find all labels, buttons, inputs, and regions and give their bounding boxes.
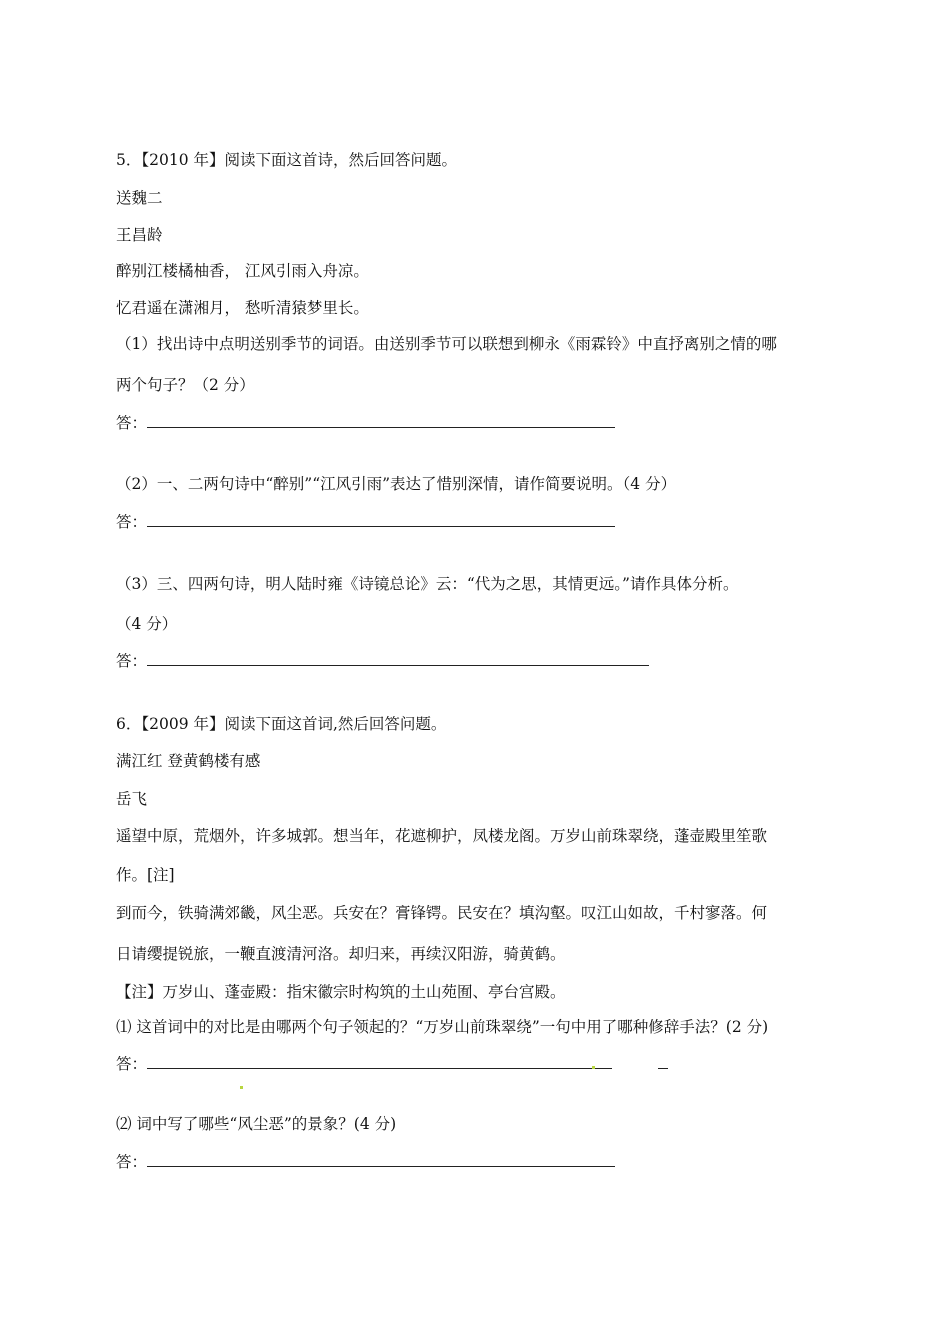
q5-subquestion-3: （3）三、四两句诗，明人陆时雍《诗镜总论》云：“代为之思，其情更远。”请作具体分析。 xyxy=(116,575,739,593)
q5-answer-3 xyxy=(116,651,649,671)
q5-answer-1 xyxy=(116,413,615,433)
answer-blank[interactable] xyxy=(147,1152,615,1167)
q5-poem-title: 送魏二 xyxy=(116,189,163,207)
q6-poem-title: 满江红 登黄鹤楼有感 xyxy=(116,752,261,770)
q6-answer-1 xyxy=(116,1054,668,1074)
q5-author: 王昌龄 xyxy=(116,226,163,244)
answer-label: 答： xyxy=(116,652,148,670)
answer-blank[interactable] xyxy=(147,1054,612,1069)
q6-heading: 6．【2009 年】阅读下面这首词,然后回答问题。 xyxy=(116,715,447,733)
q5-poem-line-2: 忆君遥在潇湘月， 愁听清猿梦里长。 xyxy=(116,299,369,317)
q6-note: 【注】万岁山、蓬壶殿：指宋徽宗时构筑的土山苑囿、亭台宫殿。 xyxy=(116,983,566,1001)
q5-subquestion-2: （2）一、二两句诗中“醉别”“江风引雨”表达了惜别深情，请作简要说明。（4 分） xyxy=(116,475,677,493)
answer-label: 答： xyxy=(116,414,148,432)
q5-subquestion-1: （1）找出诗中点明送别季节的词语。由送别季节可以联想到柳永《雨霖铃》中直抒离别之情的哪 xyxy=(116,335,777,353)
q5-subquestion-1-cont: 两个句子？（2 分） xyxy=(116,376,255,394)
q5-heading: 5．【2010 年】阅读下面这首诗，然后回答问题。 xyxy=(116,151,457,169)
answer-blank[interactable] xyxy=(147,413,615,428)
q5-subquestion-3-cont: （4 分） xyxy=(116,615,178,633)
q6-poem-para-2: 到而今，铁骑满郊畿，风尘恶。兵安在？膏锋锷。民安在？填沟壑。叹江山如故，千村寥落。何 xyxy=(116,904,768,922)
answer-blank[interactable] xyxy=(147,651,649,666)
q6-poem-para-1: 遥望中原，荒烟外，许多城郭。想当年，花遮柳护，凤楼龙阁。万岁山前珠翠绕，蓬壶殿里笙歌 xyxy=(116,827,768,845)
stray-mark xyxy=(592,1066,595,1069)
q5-answer-2 xyxy=(116,512,615,532)
q6-answer-2 xyxy=(116,1152,615,1172)
answer-label: 答： xyxy=(116,513,148,531)
q6-subquestion-1: ⑴ 这首词中的对比是由哪两个句子领起的？“万岁山前珠翠绕”一句中用了哪种修辞手法？(2 分) xyxy=(116,1018,769,1036)
answer-label: 答： xyxy=(116,1153,148,1171)
q6-poem-para-2-cont: 日请缨提锐旅，一鞭直渡清河洛。却归来，再续汉阳游，骑黄鹤。 xyxy=(116,945,566,963)
stray-mark xyxy=(240,1086,243,1089)
answer-blank[interactable] xyxy=(147,512,615,527)
q6-subquestion-2: ⑵ 词中写了哪些“风尘恶”的景象？(4 分) xyxy=(116,1115,397,1133)
q5-poem-line-1: 醉别江楼橘柚香， 江风引雨入舟凉。 xyxy=(116,262,369,280)
answer-label: 答： xyxy=(116,1055,148,1073)
q6-poem-para-1-cont: 作。[注] xyxy=(116,866,175,884)
q6-author: 岳飞 xyxy=(116,790,148,808)
answer-blank-tail xyxy=(658,1054,668,1069)
